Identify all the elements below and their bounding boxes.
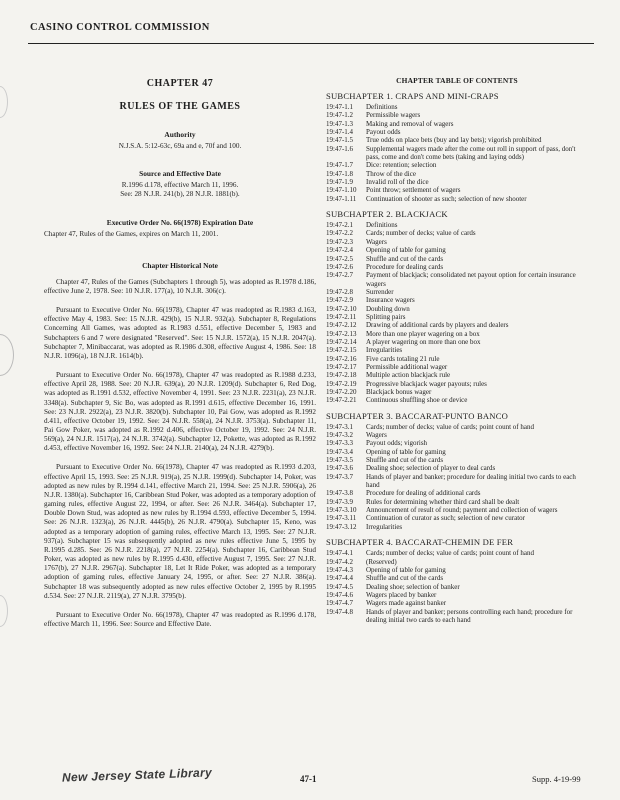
section-title: Multiple action blackjack rule <box>366 371 451 380</box>
toc-entry <box>326 178 588 186</box>
section-number: 19:47-4.4 <box>326 574 354 583</box>
section-title: Surrender <box>366 287 394 296</box>
toc-entry <box>326 103 588 111</box>
section-number: 19:47-1.7 <box>326 161 354 170</box>
section-number: 19:47-1.10 <box>326 186 357 195</box>
chapter-title: RULES OF THE GAMES <box>119 101 241 112</box>
section-title: Throw of the dice <box>366 169 416 178</box>
toc-entry <box>326 591 588 599</box>
section-title: Shuffle and cut of the cards <box>366 574 444 583</box>
historical-note-heading: Chapter Historical Note <box>142 260 218 270</box>
section-number: 19:47-2.16 <box>326 354 357 363</box>
toc-entry <box>326 136 588 144</box>
section-title: Continuation of curator as such; selection of new curator <box>366 514 526 523</box>
toc-entry <box>326 506 588 514</box>
section-title: Opening of table for gaming <box>366 447 446 456</box>
toc-entry <box>326 473 588 490</box>
section-title: Insurance wagers <box>366 296 415 305</box>
section-number: 19:47-2.17 <box>326 362 357 371</box>
historical-note <box>44 261 316 629</box>
section-number: 19:47-4.1 <box>326 549 354 558</box>
toc-entry <box>326 338 588 346</box>
section-title: Five cards totaling 21 rule <box>366 354 440 363</box>
section-title: A player wagering on more than one box <box>366 337 481 346</box>
section-number: 19:47-2.13 <box>326 329 357 338</box>
section-title: Blackjack bonus wager <box>366 388 432 396</box>
table-of-contents <box>326 76 588 630</box>
section-number: 19:47-3.9 <box>326 497 354 506</box>
section-number: 19:47-4.8 <box>326 607 354 616</box>
section-number: 19:47-3.3 <box>326 439 354 448</box>
toc-entry <box>326 229 588 237</box>
toc-entry <box>326 388 588 396</box>
subchapter-section-list <box>326 549 588 624</box>
toc-body <box>326 91 588 624</box>
subchapter-section-list <box>326 103 588 203</box>
section-title: More than one player wagering on a box <box>366 329 480 338</box>
section-number: 19:47-4.5 <box>326 582 354 591</box>
section-number: 19:47-2.2 <box>326 229 354 238</box>
section-title: Splitting pairs <box>366 312 406 321</box>
section-number: 19:47-2.20 <box>326 388 357 396</box>
history-paragraph: Pursuant to Executive Order No. 66(1978), Chapter 47 was readopted as R.1993 d.203, effective April 15, 1993. See: 25 N.J.R. 919(a), 25 N.J.R. 1999(d). Subchapter 14, Poker, was adopted as new rules by R.1994 d.141, effective March 21, 1994. See: 25 N.J.R. 5906(a), 26 N.J.R. 1380(a). Subchapter 16, Caribbean Stud Poker, was adopted as a temporary adoption of gaming rules, effective August 22, 1994, or after. See: 26 N.J.R. 3464(a). Subchapter 17, Double Down Stud, was adopted as new rules by R.1994 d.593, effective December 5, 1994. See: 26 N.J.R. 1323(a), 26 N.J.R. 4445(b), 26 N.J.R. 4790(a). Subchapter 15, Keno, was adopted as a temporary adoption of gaming rules, effective March 13, 1995. See: 27 N.J.R. 937(a). Subchapter 15 was subsequently adopted as new rules effective June 5, 1995 by R.1995 d.285. See: 26 N.J.R. 2218(a), 27 N.J.R. 2254(a). Subchapter 16, Caribbean Stud Poker, was adopted as new rules by R.1995 d.430, effective August 7, 1995. See: 27 N.J.R. 1767(b), 27 N.J.R. 2967(a). Subchapter 18, Let It Ride Poker, was adopted as a temporary adoption of gaming rules, effective January 24, 1995, or after. See: 27 N.J.R. 386(a). Subchapter 18 was subsequently adopted as new rules effective October 2, 1995 by R.1995 d.534. See: 27 N.J.R. 2119(a), 27 N.J.R. 3795(b). <box>44 463 316 600</box>
section-number: 19:47-3.11 <box>326 514 357 523</box>
supplement-date: Supp. 4-19-99 <box>532 774 581 784</box>
section-title: Drawing of additional cards by players and dealers <box>366 321 509 330</box>
toc-heading: CHAPTER TABLE OF CONTENTS <box>396 76 518 85</box>
toc-entry <box>326 120 588 128</box>
toc-entry <box>326 330 588 338</box>
toc-entry <box>326 246 588 254</box>
section-number: 19:47-3.2 <box>326 431 354 440</box>
section-title: Hands of player and banker; procedure for dealing initial two cards to each hand <box>366 472 576 490</box>
section-number: 19:47-3.4 <box>326 447 354 456</box>
binding-hole-mark <box>0 334 14 376</box>
toc-entry <box>326 186 588 194</box>
toc-entry <box>326 346 588 354</box>
section-title: Wagers <box>366 237 387 246</box>
section-number: 19:47-2.1 <box>326 221 354 230</box>
section-title: Continuous shuffling shoe or device <box>366 396 468 405</box>
section-number: 19:47-3.7 <box>326 472 354 481</box>
section-title: Progressive blackjack wager payouts; rules <box>366 379 487 388</box>
toc-entry <box>326 170 588 178</box>
toc-entry <box>326 599 588 607</box>
toc-entry <box>326 238 588 246</box>
toc-entry <box>326 296 588 304</box>
section-number: 19:47-2.9 <box>326 296 354 305</box>
toc-entry <box>326 271 588 288</box>
toc-entry <box>326 321 588 329</box>
section-number: 19:47-3.8 <box>326 489 354 498</box>
toc-entry <box>326 498 588 506</box>
section-title: Continuation of shooter as such; selection of new shooter <box>366 194 527 203</box>
section-title: Dealing shoe; selection of player to deal cards <box>366 464 496 473</box>
section-title: Opening of table for gaming <box>366 565 446 574</box>
section-title: Wagers <box>366 431 387 440</box>
section-number: 19:47-2.14 <box>326 337 357 346</box>
history-paragraph: Chapter 47, Rules of the Games (Subchapters 1 through 5), was adopted as R.1978 d.186, effective June 2, 1978. See: 10 N.J.R. 177(a), 10 N.J.R. 306(c). <box>44 277 316 295</box>
section-title: Announcement of result of round; payment and collection of wagers <box>366 506 558 515</box>
toc-entry <box>326 423 588 431</box>
section-number: 19:47-4.6 <box>326 590 354 599</box>
section-number: 19:47-2.11 <box>326 312 357 321</box>
toc-entry <box>326 431 588 439</box>
subchapter-section-list <box>326 221 588 405</box>
section-number: 19:47-1.1 <box>326 103 354 111</box>
section-title: Hands of player and banker; persons controlling each hand; procedure for dealing initial two cards to each hand <box>366 607 573 624</box>
section-title: Permissible additional wager <box>366 362 448 371</box>
history-paragraph: Pursuant to Executive Order No. 66(1978), Chapter 47 was readopted as R.1996 d.178, effective March 11, 1996. See: Source and Effective Date. <box>44 610 316 628</box>
toc-entry <box>326 514 588 522</box>
toc-entry <box>326 355 588 363</box>
section-title: Rules for determining whether third card shall be dealt <box>366 497 520 506</box>
source-line-2: See: 28 N.J.R. 241(b), 28 N.J.R. 1881(b). <box>120 190 240 199</box>
section-number: 19:47-4.7 <box>326 599 354 608</box>
toc-entry <box>326 464 588 472</box>
section-number: 19:47-1.6 <box>326 144 354 153</box>
toc-entry <box>326 380 588 388</box>
section-number: 19:47-2.18 <box>326 371 357 380</box>
section-number: 19:47-1.5 <box>326 136 354 145</box>
section-title: Dice: retention; selection <box>366 161 437 170</box>
toc-entry <box>326 448 588 456</box>
section-number: 19:47-2.21 <box>326 396 357 405</box>
section-title: Cards; number of decks; value of cards; point count of hand <box>366 549 534 558</box>
section-number: 19:47-2.6 <box>326 262 354 271</box>
history-paragraph: Pursuant to Executive Order No. 66(1978), Chapter 47 was readopted as R.1988 d.233, effective April 28, 1988. See: 20 N.J.R. 639(a), 20 N.J.R. 1209(d). Subchapter 6, Red Dog, was adopted as R.1991 d.532, effective November 4, 1991. See: 23 N.J.R. 2231(a), 23 N.J.R. 3348(a). Subchapter 9, Sic Bo, was adopted as R.1991 d.615, effective December 16, 1991. See: 23 N.J.R. 2922(a), 23 N.J.R. 3820(b). Subchapter 10, Pai Gow, was adopted as R.1992 d.411, effective October 19, 1992. See: 24 N.J.R. 558(a), 24 N.J.R. 3753(a). Subchapter 11, Pai Gow Poker, was adopted as R.1992 d.406, effective October 19, 1992. See: 24 N.J.R. 569(a), 24 N.J.R. 1517(a), 24 N.J.R. 3742(a). Subchapter 12, Pokette, was adopted as R.1992 d.453, effective November 16, 1992. See: 24 N.J.R. 2140(a), 24 N.J.R. 4279(b). <box>44 371 316 453</box>
toc-entry <box>326 439 588 447</box>
section-number: 19:47-2.12 <box>326 321 357 330</box>
section-number: 19:47-1.4 <box>326 128 354 137</box>
toc-entry <box>326 523 588 531</box>
section-number: 19:47-1.11 <box>326 194 357 203</box>
toc-entry <box>326 371 588 379</box>
section-number: 19:47-1.2 <box>326 111 354 120</box>
section-title: Opening of table for gaming <box>366 246 446 255</box>
section-number: 19:47-3.5 <box>326 456 354 465</box>
section-title: Cards; number of decks; value of cards <box>366 229 476 238</box>
section-title: Dealing shoe; selection of banker <box>366 582 460 591</box>
section-number: 19:47-1.3 <box>326 119 354 128</box>
toc-entry <box>326 566 588 574</box>
toc-entry <box>326 195 588 203</box>
section-title: Wagers placed by banker <box>366 590 437 599</box>
history-paragraph: Pursuant to Executive Order No. 66(1978), Chapter 47 was readopted as R.1983 d.163, effective May 4, 1983. See: 15 N.J.R. 429(b), 15 N.J.R. 932(a). Subchapter 8, Regulations Concerning All Games, was adopted as R.1983 d.551, effective December 5, 1983 and Subchapters 6 and 7 were designated "Reserved". See: 15 N.J.R. 1572(a), 15 N.J.R. 2047(a). Subchapter 7, Minibaccarat, was adopted as R.1986 d.308, effective August 4, 1986. See: 18 N.J.R. 1096(a), 18 N.J.R. 1614(b). <box>44 306 316 360</box>
section-title: Making and removal of wagers <box>366 119 454 128</box>
section-title: True odds on place bets (buy and lay bets); vigorish prohibited <box>366 136 542 145</box>
authority-text: N.J.S.A. 5:12-63c, 69a and e, 70f and 100. <box>118 142 242 150</box>
page-number: 47-1 <box>300 774 317 784</box>
section-title: Procedure for dealing of additional cards <box>366 489 481 498</box>
toc-entry <box>326 128 588 136</box>
toc-entry <box>326 263 588 271</box>
library-stamp: New Jersey State Library <box>61 765 213 785</box>
source-line-1: R.1996 d.178, effective March 11, 1996. <box>121 181 239 190</box>
toc-entry <box>326 574 588 582</box>
section-title: Irregularities <box>366 346 403 355</box>
toc-entry <box>326 583 588 591</box>
section-title: Definitions <box>366 103 398 111</box>
chapter-number: CHAPTER 47 <box>146 78 214 89</box>
toc-entry <box>326 396 588 404</box>
section-title: Invalid roll of the dice <box>366 178 429 187</box>
toc-entry <box>326 558 588 566</box>
section-title: Wagers made against banker <box>366 599 447 608</box>
left-column <box>44 76 316 639</box>
toc-entry <box>326 363 588 371</box>
section-number: 19:47-3.12 <box>326 522 357 531</box>
section-title: Irregularities <box>366 522 403 531</box>
toc-entry <box>326 305 588 313</box>
source-heading: Source and Effective Date <box>139 169 221 179</box>
toc-entry <box>326 145 588 162</box>
section-title: Cards; number of decks; value of cards; point count of hand <box>366 422 534 431</box>
subchapter-section-list <box>326 423 588 531</box>
source-block <box>44 169 316 199</box>
toc-entry <box>326 255 588 263</box>
section-title: Shuffle and cut of the cards <box>366 456 444 465</box>
section-title: (Reserved) <box>366 557 397 566</box>
running-header: CASINO CONTROL COMMISSION <box>30 22 210 33</box>
section-title: Point throw; settlement of wagers <box>366 186 461 195</box>
toc-entry <box>326 288 588 296</box>
section-title: Definitions <box>366 221 398 230</box>
section-title: Payout odds; vigorish <box>366 439 428 448</box>
authority-heading: Authority <box>164 130 196 139</box>
margin-mark-top <box>0 86 8 118</box>
toc-entry <box>326 111 588 119</box>
expiration-block <box>44 218 316 239</box>
section-number: 19:47-3.6 <box>326 464 354 473</box>
section-title: Payout odds <box>366 128 401 137</box>
section-number: 19:47-1.8 <box>326 169 354 178</box>
section-title: Payment of blackjack; consolidated net payout option for certain insurance wagers <box>366 271 576 288</box>
section-number: 19:47-1.9 <box>326 178 354 187</box>
section-number: 19:47-2.4 <box>326 246 354 255</box>
section-title: Shuffle and cut of the cards <box>366 254 444 263</box>
section-title: Doubling down <box>366 304 410 313</box>
header-rule <box>28 43 594 44</box>
section-title: Procedure for dealing cards <box>366 262 444 271</box>
section-title: Permissible wagers <box>366 111 421 120</box>
section-number: 19:47-2.10 <box>326 304 357 313</box>
section-number: 19:47-3.1 <box>326 422 354 431</box>
subchapter-heading: SUBCHAPTER 3. BACCARAT-PUNTO BANCO <box>326 410 509 421</box>
section-number: 19:47-2.3 <box>326 237 354 246</box>
subchapter-heading: SUBCHAPTER 1. CRAPS AND MINI-CRAPS <box>326 91 499 101</box>
authority-block <box>44 130 316 151</box>
section-title: Supplemental wagers made after the come out roll in support of pass, don't pass, come and don't come bets (taking and laying odds) <box>366 144 576 162</box>
section-number: 19:47-4.3 <box>326 565 354 574</box>
margin-mark-bottom <box>0 595 8 627</box>
toc-entry <box>326 456 588 464</box>
expiration-heading: Executive Order No. 66(1978) Expiration Date <box>106 217 254 227</box>
toc-entry <box>326 489 588 497</box>
toc-entry <box>326 221 588 229</box>
section-number: 19:47-3.10 <box>326 506 357 515</box>
section-number: 19:47-2.5 <box>326 254 354 263</box>
section-number: 19:47-2.19 <box>326 379 357 388</box>
section-number: 19:47-2.8 <box>326 287 354 296</box>
toc-entry <box>326 608 588 625</box>
subchapter-heading: SUBCHAPTER 2. BLACKJACK <box>326 209 448 220</box>
section-number: 19:47-2.7 <box>326 271 354 280</box>
subchapter-heading: SUBCHAPTER 4. BACCARAT-CHEMIN DE FER <box>326 537 514 548</box>
section-number: 19:47-4.2 <box>326 557 354 566</box>
toc-entry <box>326 313 588 321</box>
expiration-text: Chapter 47, Rules of the Games, expires on March 11, 2001. <box>44 229 219 238</box>
toc-entry <box>326 549 588 557</box>
section-number: 19:47-2.15 <box>326 346 357 355</box>
toc-entry <box>326 161 588 169</box>
